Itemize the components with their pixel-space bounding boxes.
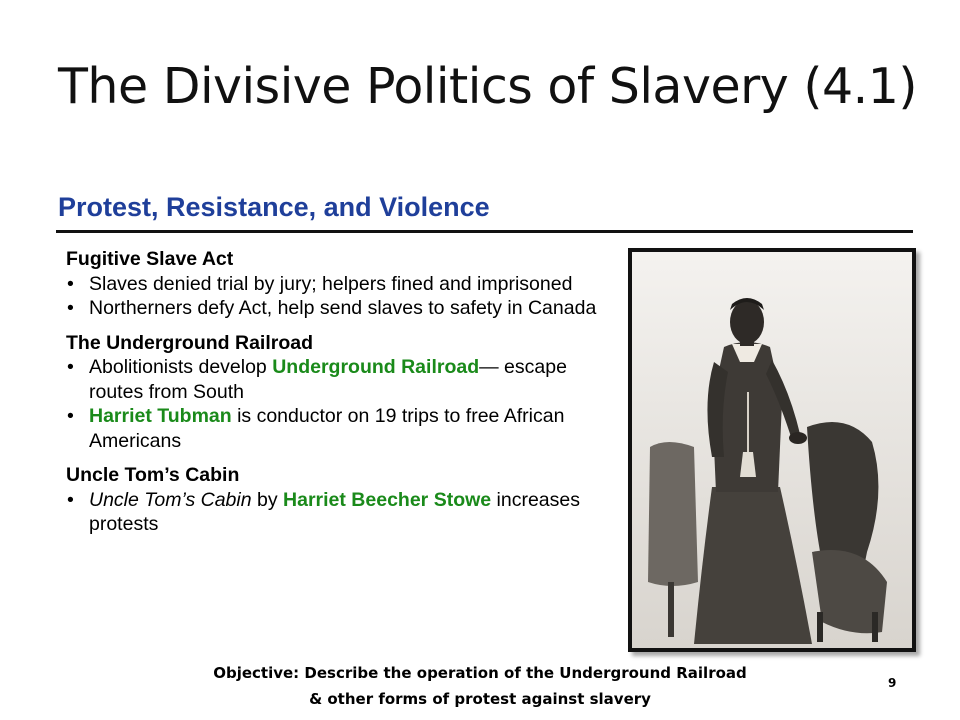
highlight-term: Harriet Tubman	[89, 405, 232, 427]
objective-line-1: Objective: Describe the operation of the Underground Railroad	[213, 664, 747, 682]
book-title: Uncle Tom’s Cabin	[89, 488, 252, 511]
portrait-image	[632, 252, 912, 648]
section-underground-railroad	[66, 331, 606, 454]
section-heading: Fugitive Slave Act	[66, 248, 234, 270]
bullet-text-pre: Abolitionists develop	[89, 356, 273, 378]
section-fugitive-slave-act	[66, 247, 606, 321]
section-heading: Uncle Tom’s Cabin	[66, 464, 240, 486]
bullet-item	[66, 488, 606, 537]
bullet-item	[66, 355, 606, 404]
bullet-item	[66, 404, 606, 453]
objective-footer	[110, 660, 850, 712]
highlight-term: Harriet Beecher Stowe	[283, 488, 492, 511]
highlight-term: Underground Railroad	[272, 356, 480, 378]
section-heading: The Underground Railroad	[66, 331, 314, 354]
bullet-item	[66, 272, 606, 297]
section-uncle-toms-cabin	[66, 463, 606, 537]
content-area	[66, 247, 606, 547]
bullet-text: Northerners defy Act, help send slaves to safety in Canada	[89, 297, 597, 319]
bullet-text-post: is conductor on 19 trips to free African Americans	[89, 405, 565, 452]
bullet-text-post: increases protests	[89, 488, 580, 535]
page-number: 9	[888, 676, 897, 690]
harriet-tubman-photo	[628, 248, 916, 652]
slide-subtitle: Protest, Resistance, and Violence	[58, 192, 490, 222]
slide-title: The Divisive Politics of Slavery (4.1)	[58, 58, 917, 115]
objective-line-2: & other forms of protest against slavery	[309, 690, 651, 708]
bullet-text-post: — escape routes from South	[89, 356, 567, 403]
divider-rule	[56, 230, 913, 233]
bullet-text-pre: by	[251, 488, 284, 511]
bullet-item	[66, 296, 606, 321]
bullet-text: Slaves denied trial by jury; helpers fined and imprisoned	[89, 272, 573, 295]
